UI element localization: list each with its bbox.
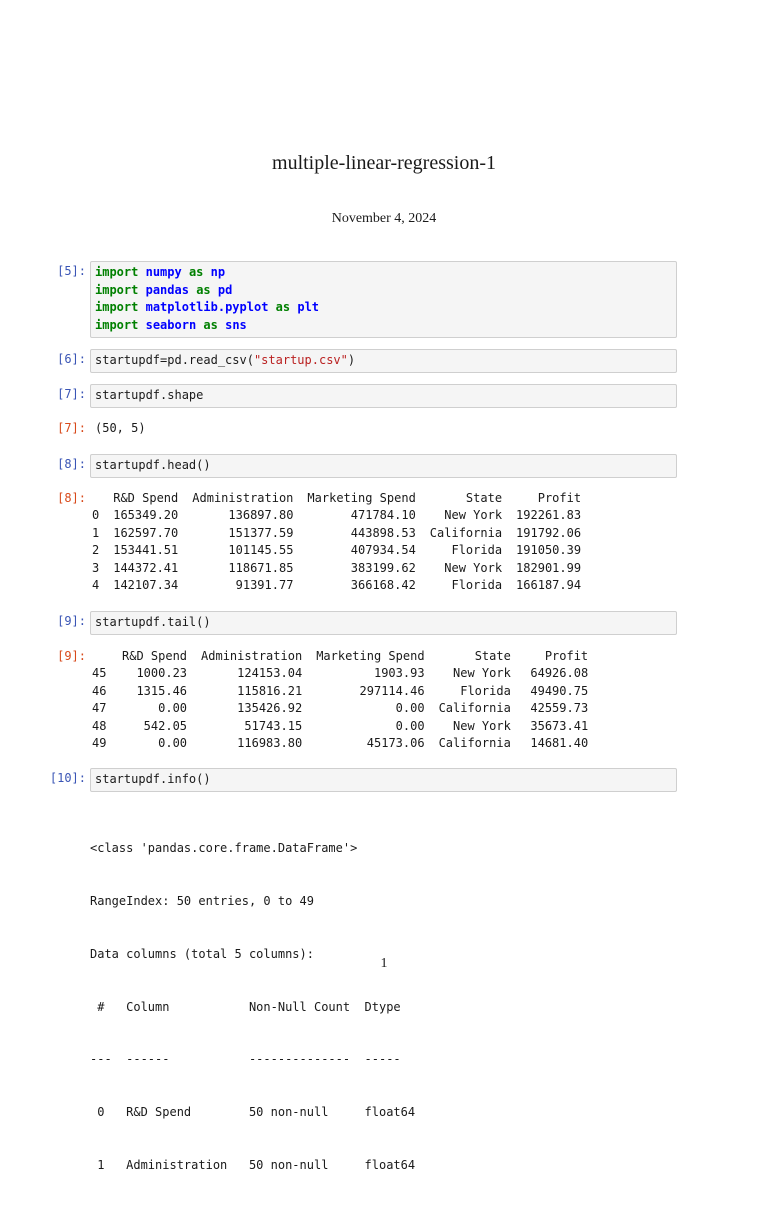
table-row: 47 0.00 135426.92 0.00 California 42559.73 xyxy=(92,701,589,716)
table-header-row: R&D Spend Administration Marketing Spend State Profit xyxy=(113,491,582,505)
table-row: 2 153441.51 101145.55 407934.54 Florida 191050.39 xyxy=(92,543,582,558)
dataframe-tail-table xyxy=(92,648,588,752)
code-line: import pandas as pd xyxy=(95,282,233,297)
table-row: 4 142107.34 91391.77 366168.42 Florida 166187.94 xyxy=(92,578,582,593)
input-prompt: [6]: xyxy=(57,352,86,366)
input-prompt: [9]: xyxy=(57,614,86,628)
page-number: 1 xyxy=(380,956,388,971)
output-prompt: [8]: xyxy=(57,491,86,505)
info-output xyxy=(90,805,415,1210)
dataframe-head-table xyxy=(92,490,581,594)
code-input[interactable]: startupdf.shape xyxy=(90,384,677,408)
input-prompt: [7]: xyxy=(57,387,86,401)
code-input[interactable]: startupdf.head() xyxy=(90,454,677,478)
document-date: November 4, 2024 xyxy=(331,211,437,226)
output-line: --- ------ -------------- ----- xyxy=(90,1052,401,1067)
table-row: 48 542.05 51743.15 0.00 New York 35673.41 xyxy=(92,718,589,733)
output-line: 1 Administration 50 non-null float64 xyxy=(90,1157,416,1172)
code-input[interactable]: startupdf=pd.read_csv("startup.csv") xyxy=(90,349,677,373)
table-row: 0 165349.20 136897.80 471784.10 New York 192261.83 xyxy=(92,508,582,523)
input-prompt: [10]: xyxy=(49,771,86,785)
table-row: 45 1000.23 124153.04 1903.93 New York 64926.08 xyxy=(92,666,589,681)
output-line: RangeIndex: 50 entries, 0 to 49 xyxy=(90,893,314,908)
code-input[interactable]: startupdf.info() xyxy=(90,768,677,792)
output-line: <class 'pandas.core.frame.DataFrame'> xyxy=(90,841,358,856)
code-line: import matplotlib.pyplot as plt xyxy=(95,300,320,314)
input-prompt: [5]: xyxy=(57,264,86,278)
code-line: import seaborn as sns xyxy=(95,317,247,332)
output-line: # Column Non-Null Count Dtype xyxy=(90,999,401,1014)
document-title: multiple-linear-regression-1 xyxy=(272,152,496,174)
table-row: 3 144372.41 118671.85 383199.62 New York 182901.99 xyxy=(92,560,582,575)
output-prompt: [9]: xyxy=(57,649,86,663)
input-prompt: [8]: xyxy=(57,457,86,471)
table-row: 46 1315.46 115816.21 297114.46 Florida 49490.75 xyxy=(92,683,589,698)
cell-output: (50, 5) xyxy=(95,421,146,435)
table-header-row: R&D Spend Administration Marketing Spend State Profit xyxy=(122,649,589,663)
output-line: Data columns (total 5 columns): xyxy=(90,946,314,961)
output-prompt: [7]: xyxy=(57,421,86,435)
code-line: import numpy as np xyxy=(95,265,226,279)
output-line: 0 R&D Spend 50 non-null float64 xyxy=(90,1105,416,1120)
code-input[interactable] xyxy=(90,261,677,338)
table-row: 49 0.00 116983.80 45173.06 California 14681.40 xyxy=(92,736,589,751)
table-row: 1 162597.70 151377.59 443898.53 California 191792.06 xyxy=(92,525,582,540)
code-input[interactable]: startupdf.tail() xyxy=(90,611,677,635)
